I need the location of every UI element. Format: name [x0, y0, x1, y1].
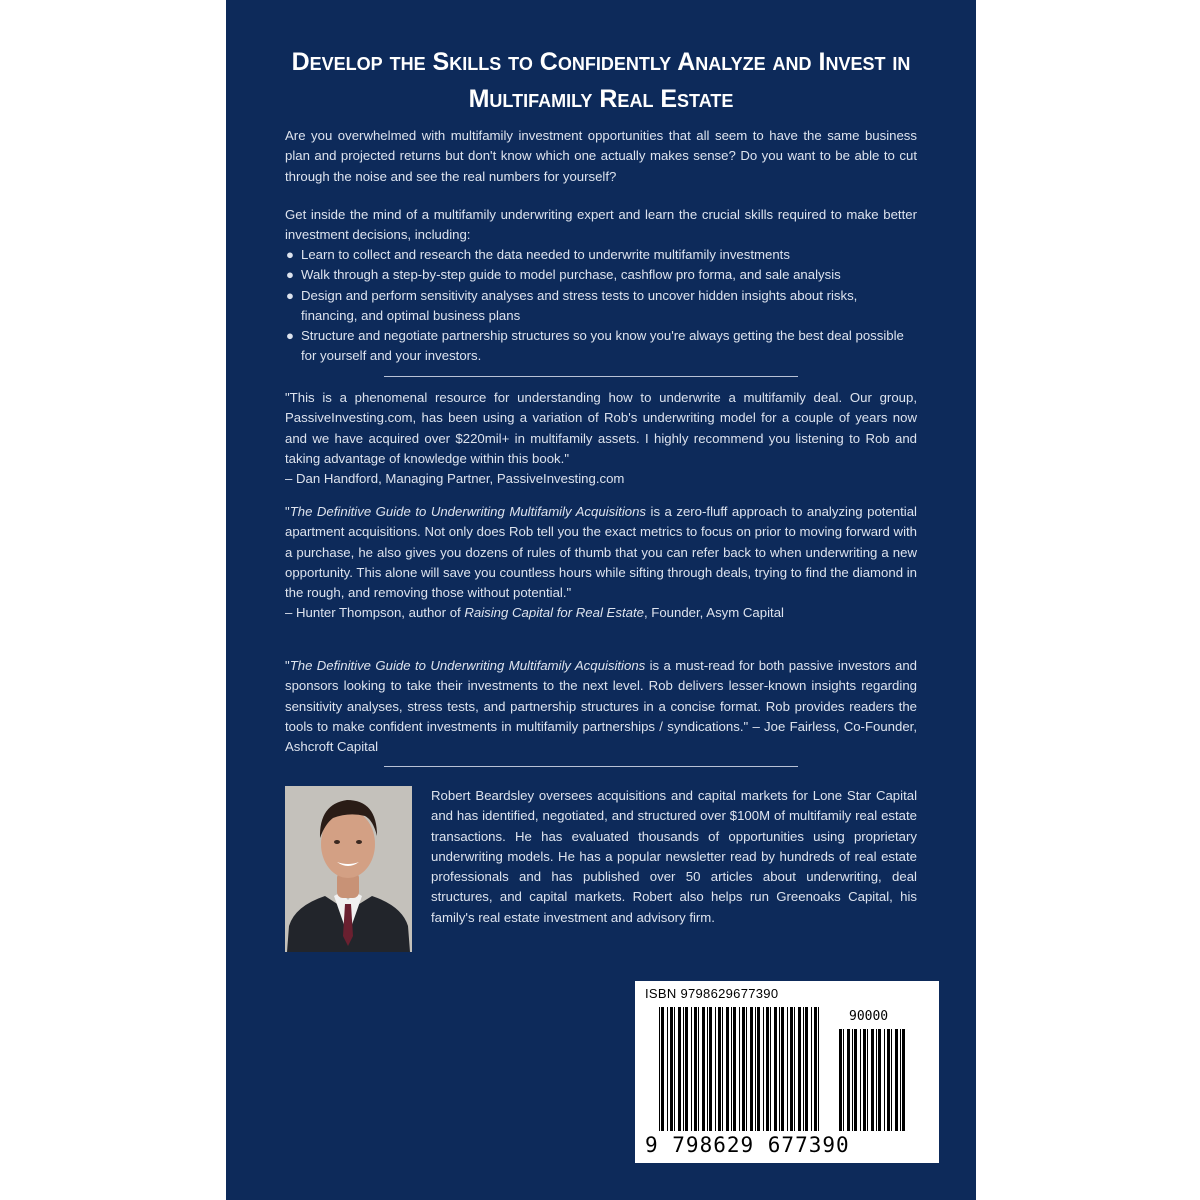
- book-back-cover: [226, 0, 976, 1200]
- isbn-label: ISBN 9798629677390: [645, 986, 779, 1001]
- attribution-book-title: Raising Capital for Real Estate: [464, 605, 644, 621]
- book-title: The Definitive Guide to Underwriting Multifamily Acquisitions: [289, 658, 646, 673]
- testimonial-body: is a zero-fluff approach to analyzing potential apartment acquisitions. Not only does Rob tell you the exact metrics to focus on prior to moving forward with a purchase, he also gives you dozens of rules of thumb that you can refer back to when underwriting a new opportunity. This alone will save you countless hours while sifting through deals, trying to find the diamond in the rough, and removing those without potential.": [285, 504, 917, 601]
- list-item: [285, 265, 917, 285]
- testimonial-attribution: [285, 603, 917, 623]
- cover-headline: Develop the Skills to Confidently Analyze and Invest in Multifamily Real Estate: [291, 48, 911, 113]
- attribution-suffix: , Founder, Asym Capital: [643, 605, 784, 621]
- intro-text: Are you overwhelmed with multifamily investment opportunities that all seem to have the same business plan and projected returns but don't know which one actually makes sense? Do you want to be able to cut through the noise and see the real numbers for yourself?: [285, 128, 917, 184]
- testimonial-body: is a must-read for both passive investors and sponsors looking to take their investments to the next level. Rob delivers lesser-known insights regarding sensitivity analyses, stress tests, and partnership structures in a concise format. Rob provides readers the tools to make confident investments in multifamily partnerships / syndications.": [285, 658, 917, 734]
- price-code: 90000: [849, 1009, 889, 1024]
- testimonial-text: "The Definitive Guide to Underwriting Multifamily Acquisitions is a must-read for both passive investors and sponsors looking to take their investments to the next level. Rob delivers lesser-known insights regarding sensitivity analyses, stress tests, and partnership structures in a concise format. Rob provides readers the tools to make confident investments in multifamily partnerships / syndications." – Joe Fairless, Co-Founder, Ashcroft Capital: [285, 658, 918, 755]
- bullet-icon: ●: [286, 287, 294, 303]
- attribution-prefix: – Hunter Thompson, author of: [285, 605, 465, 621]
- intro-paragraph: [285, 126, 917, 187]
- skills-list: [285, 245, 917, 367]
- testimonial-attribution: – Dan Handford, Managing Partner, PassiveInvesting.com: [285, 471, 625, 487]
- testimonial-2: [285, 502, 917, 624]
- bullet-text: Learn to collect and research the data needed to underwrite multifamily investments: [301, 247, 790, 262]
- bullet-icon: ●: [286, 267, 294, 283]
- list-item: [285, 286, 917, 327]
- bullet-text: Structure and negotiate partnership structures so you know you're always getting the best deal possible for yourself and your investors.: [301, 328, 904, 364]
- author-photo: [285, 786, 412, 952]
- testimonial-text: "This is a phenomenal resource for understanding how to underwrite a multifamily deal. Our group, PassiveInvesting.com, has been using a variation of Rob's underwriting model for a couple of years now and we have acquired over $220mil+ in multifamily assets. I highly recommend you listening to Rob and taking advantage of knowledge within this book.": [285, 390, 917, 466]
- bullet-icon: ●: [286, 328, 294, 344]
- lead-text: Get inside the mind of a multifamily underwriting expert and learn the crucial skills required to make better investment decisions, including:: [285, 207, 917, 243]
- list-item: [285, 326, 917, 367]
- book-title: The Definitive Guide to Underwriting Multifamily Acquisitions: [289, 504, 647, 519]
- testimonial-3: [285, 656, 917, 757]
- list-item: [285, 245, 917, 265]
- bullet-icon: ●: [286, 247, 294, 262]
- author-portrait-image: [285, 786, 412, 952]
- section-divider: [384, 376, 798, 377]
- author-bio: Robert Beardsley oversees acquisitions and capital markets for Lone Star Capital and has identified, negotiated, and structured over $100M of multifamily real estate transactions. He has evaluated thousands of opportunities using proprietary underwriting models. He has a popular newsletter read by hundreds of real estate professionals and has published over 50 articles about underwriting, deal structures, and capital markets. Robert also helps run Greenoaks Capital, his family's real estate investment and advisory firm.: [431, 788, 917, 925]
- lead-paragraph: [285, 205, 917, 246]
- testimonial-text: "The Definitive Guide to Underwriting Multifamily Acquisitions is a zero-fluff approach to analyzing potential apartment acquisitions. Not only does Rob tell you the exact metrics to focus on prior to moving forward with a purchase, he also gives you dozens of rules of thumb that you can refer back to when underwriting a new opportunity. This alone will save you countless hours while sifting through deals, trying to find the diamond in the rough, and removing those without potential.": [285, 504, 917, 601]
- testimonial-1: [285, 388, 917, 489]
- bullet-text: Design and perform sensitivity analyses and stress tests to uncover hidden insights about risks, financing, and optimal business plans: [301, 287, 858, 323]
- bullet-text: Walk through a step-by-step guide to model purchase, cashflow pro forma, and sale analysis: [301, 267, 841, 283]
- section-divider: [384, 766, 798, 767]
- isbn-barcode: [635, 981, 939, 1163]
- testimonial-attribution: – Joe Fairless, Co-Founder, Ashcroft Capital: [285, 718, 918, 755]
- barcode-digits: 9 798629 677390: [645, 1133, 850, 1157]
